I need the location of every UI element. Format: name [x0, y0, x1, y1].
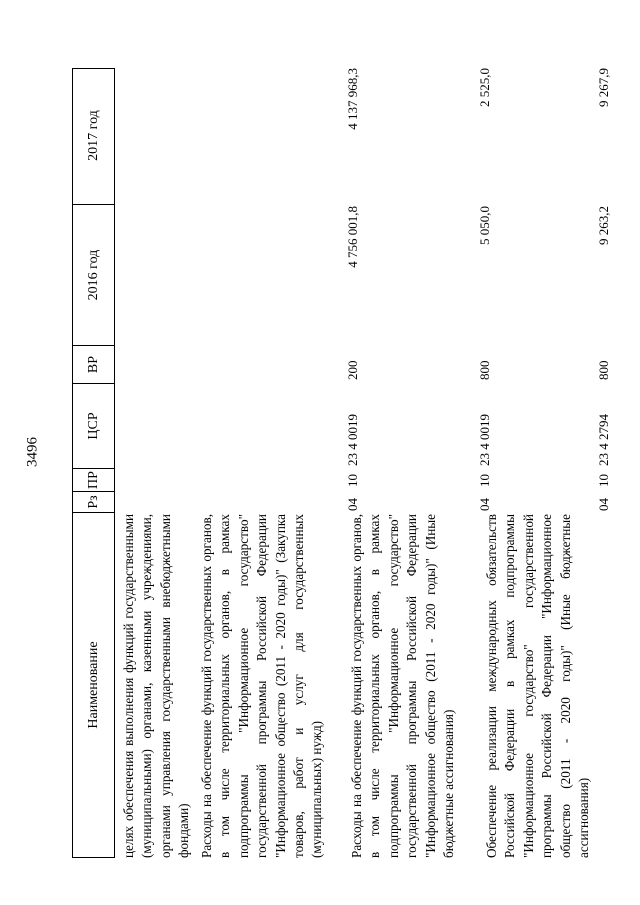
budget-table [72, 68, 638, 858]
row-name: целях обеспечения выполнения функций государственными (муниципальными) органами, казенными учреждениями, органами управления государственными внебюджетными фондами) [121, 514, 192, 858]
header-vr: ВР [73, 346, 114, 384]
header-2017: 2017 год [73, 67, 114, 205]
row-csr: 23 4 2794 [596, 414, 611, 466]
header-csr: ЦСР [73, 384, 114, 469]
row-name: Обеспечение реализации международных обязательств Российской Федерации в рамках подпрограммы "Информационное государство" государственной программы Российской Федерации "Информационное общество (2011 - 2020 годы)" (Иные бюджетные ассигнования) [484, 514, 592, 858]
row-rz: 04 [477, 498, 492, 511]
row-vr: 800 [477, 360, 492, 380]
page-number: 3496 [24, 437, 41, 467]
row-pr: 10 [477, 474, 492, 487]
row-vr: 200 [345, 360, 360, 380]
row-rz: 04 [345, 498, 360, 511]
row-2017: 2 525,0 [477, 68, 492, 107]
row-pr: 10 [345, 474, 360, 487]
header-rz: Рз [73, 492, 114, 513]
table-header [72, 68, 115, 858]
row-2016: 4 756 001,8 [345, 206, 360, 268]
header-name: Наименование [85, 641, 101, 729]
header-pr: ПР [73, 469, 114, 492]
row-csr: 23 4 0019 [345, 414, 360, 466]
row-pr: 10 [596, 474, 611, 487]
row-2016: 5 050,0 [477, 206, 492, 245]
row-csr: 23 4 0019 [477, 414, 492, 466]
row-2017: 9 267,9 [596, 68, 611, 107]
header-2016: 2016 год [73, 205, 114, 346]
row-vr: 800 [596, 360, 611, 380]
row-rz: 04 [596, 498, 611, 511]
row-2016: 9 263,2 [596, 206, 611, 245]
row-name: Расходы на обеспечение функций государственных органов, в том числе территориальных органов, в рамках подпрограммы "Информационное государство" государственной программы Российской Федерации "Информационное общество (2011 - 2020 годы)" (Иные бюджетные ассигнования) [349, 514, 457, 858]
row-name: Расходы на обеспечение функций государственных органов, в том числе территориальных органов, в рамках подпрограммы "Информационное государство" государственной программы Российской Федерации "Информационное общество (2011 - 2020 годы)" (Закупка товаров, работ и услуг для государственных (муниципальных) нужд) [199, 514, 325, 858]
row-2017: 4 137 968,3 [345, 68, 360, 130]
